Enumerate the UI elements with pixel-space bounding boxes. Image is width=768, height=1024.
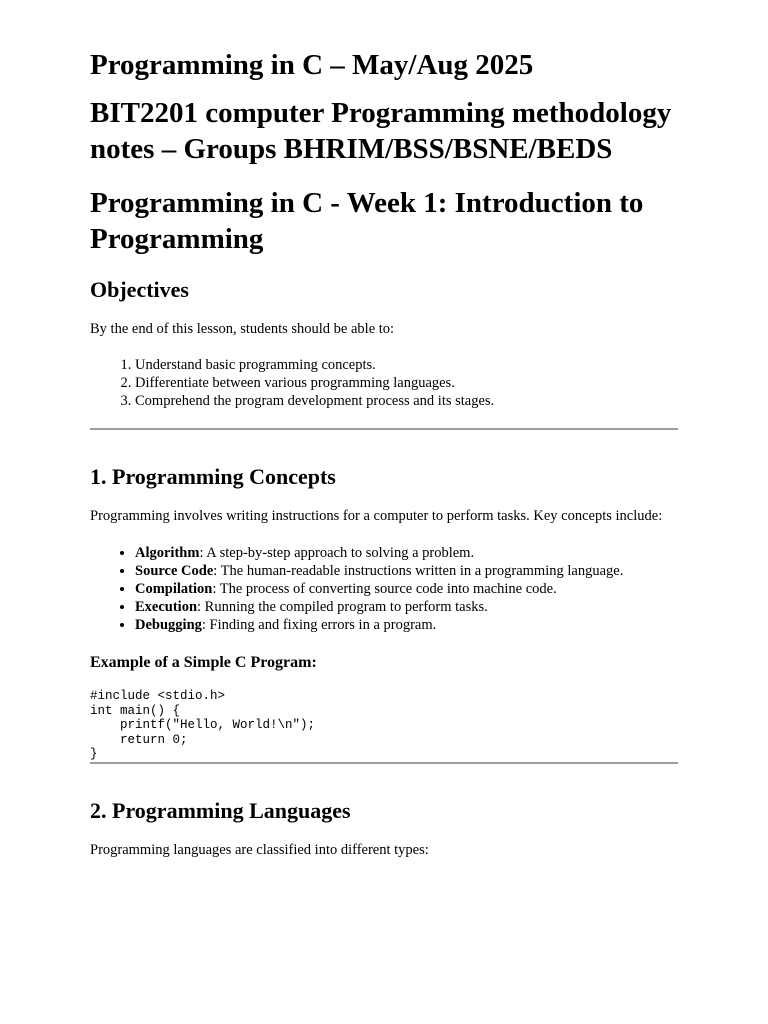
concept-item [135, 544, 678, 562]
concepts-heading: 1. Programming Concepts [90, 464, 336, 489]
languages-intro: Programming languages are classified into different types: [90, 841, 429, 858]
section-divider [90, 762, 678, 764]
concepts-list [90, 544, 678, 634]
concept-term: Source Code [135, 563, 214, 579]
concept-item [135, 580, 678, 598]
course-title: BIT2201 computer Programming methodology notes – Groups BHRIM/BSS/BSNE/BEDS [90, 97, 672, 165]
concept-item [135, 598, 678, 616]
objective-item: 2. Differentiate between various programming languages. [135, 374, 678, 392]
objectives-list [90, 356, 678, 410]
concept-item [135, 562, 678, 580]
concept-item [135, 616, 678, 634]
concept-desc: : The human-readable instructions written in a programming language. [213, 563, 624, 579]
example-heading: Example of a Simple C Program: [90, 654, 317, 671]
concept-desc: : Finding and fixing errors in a program. [201, 617, 437, 633]
objective-item: 3. Comprehend the program development process and its stages. [135, 392, 678, 410]
objective-item: 1. Understand basic programming concepts. [135, 356, 678, 374]
objectives-intro: By the end of this lesson, students should be able to: [90, 321, 395, 337]
concept-term: Execution [135, 599, 198, 615]
code-block: #include <stdio.h> int main() { printf("Hello, World!\n"); return 0; } [90, 689, 316, 761]
languages-heading: 2. Programming Languages [90, 797, 351, 823]
concept-desc: : A step-by-step approach to solving a problem. [199, 545, 475, 561]
concept-term: Algorithm [135, 545, 200, 561]
week-title: Programming in C - Week 1: Introduction to Programming [90, 187, 644, 255]
document-page [90, 0, 678, 859]
document-title: Programming in C – May/Aug 2025 [90, 49, 534, 81]
concepts-intro: Programming involves writing instructions for a computer to perform tasks. Key concepts include: [90, 508, 663, 524]
concept-desc: : Running the compiled program to perform tasks. [197, 599, 488, 615]
objectives-heading: Objectives [90, 277, 189, 302]
concept-term: Compilation [135, 581, 213, 597]
concept-term: Debugging [135, 617, 202, 633]
concept-desc: : The process of converting source code into machine code. [212, 581, 557, 597]
section-divider [90, 428, 678, 430]
